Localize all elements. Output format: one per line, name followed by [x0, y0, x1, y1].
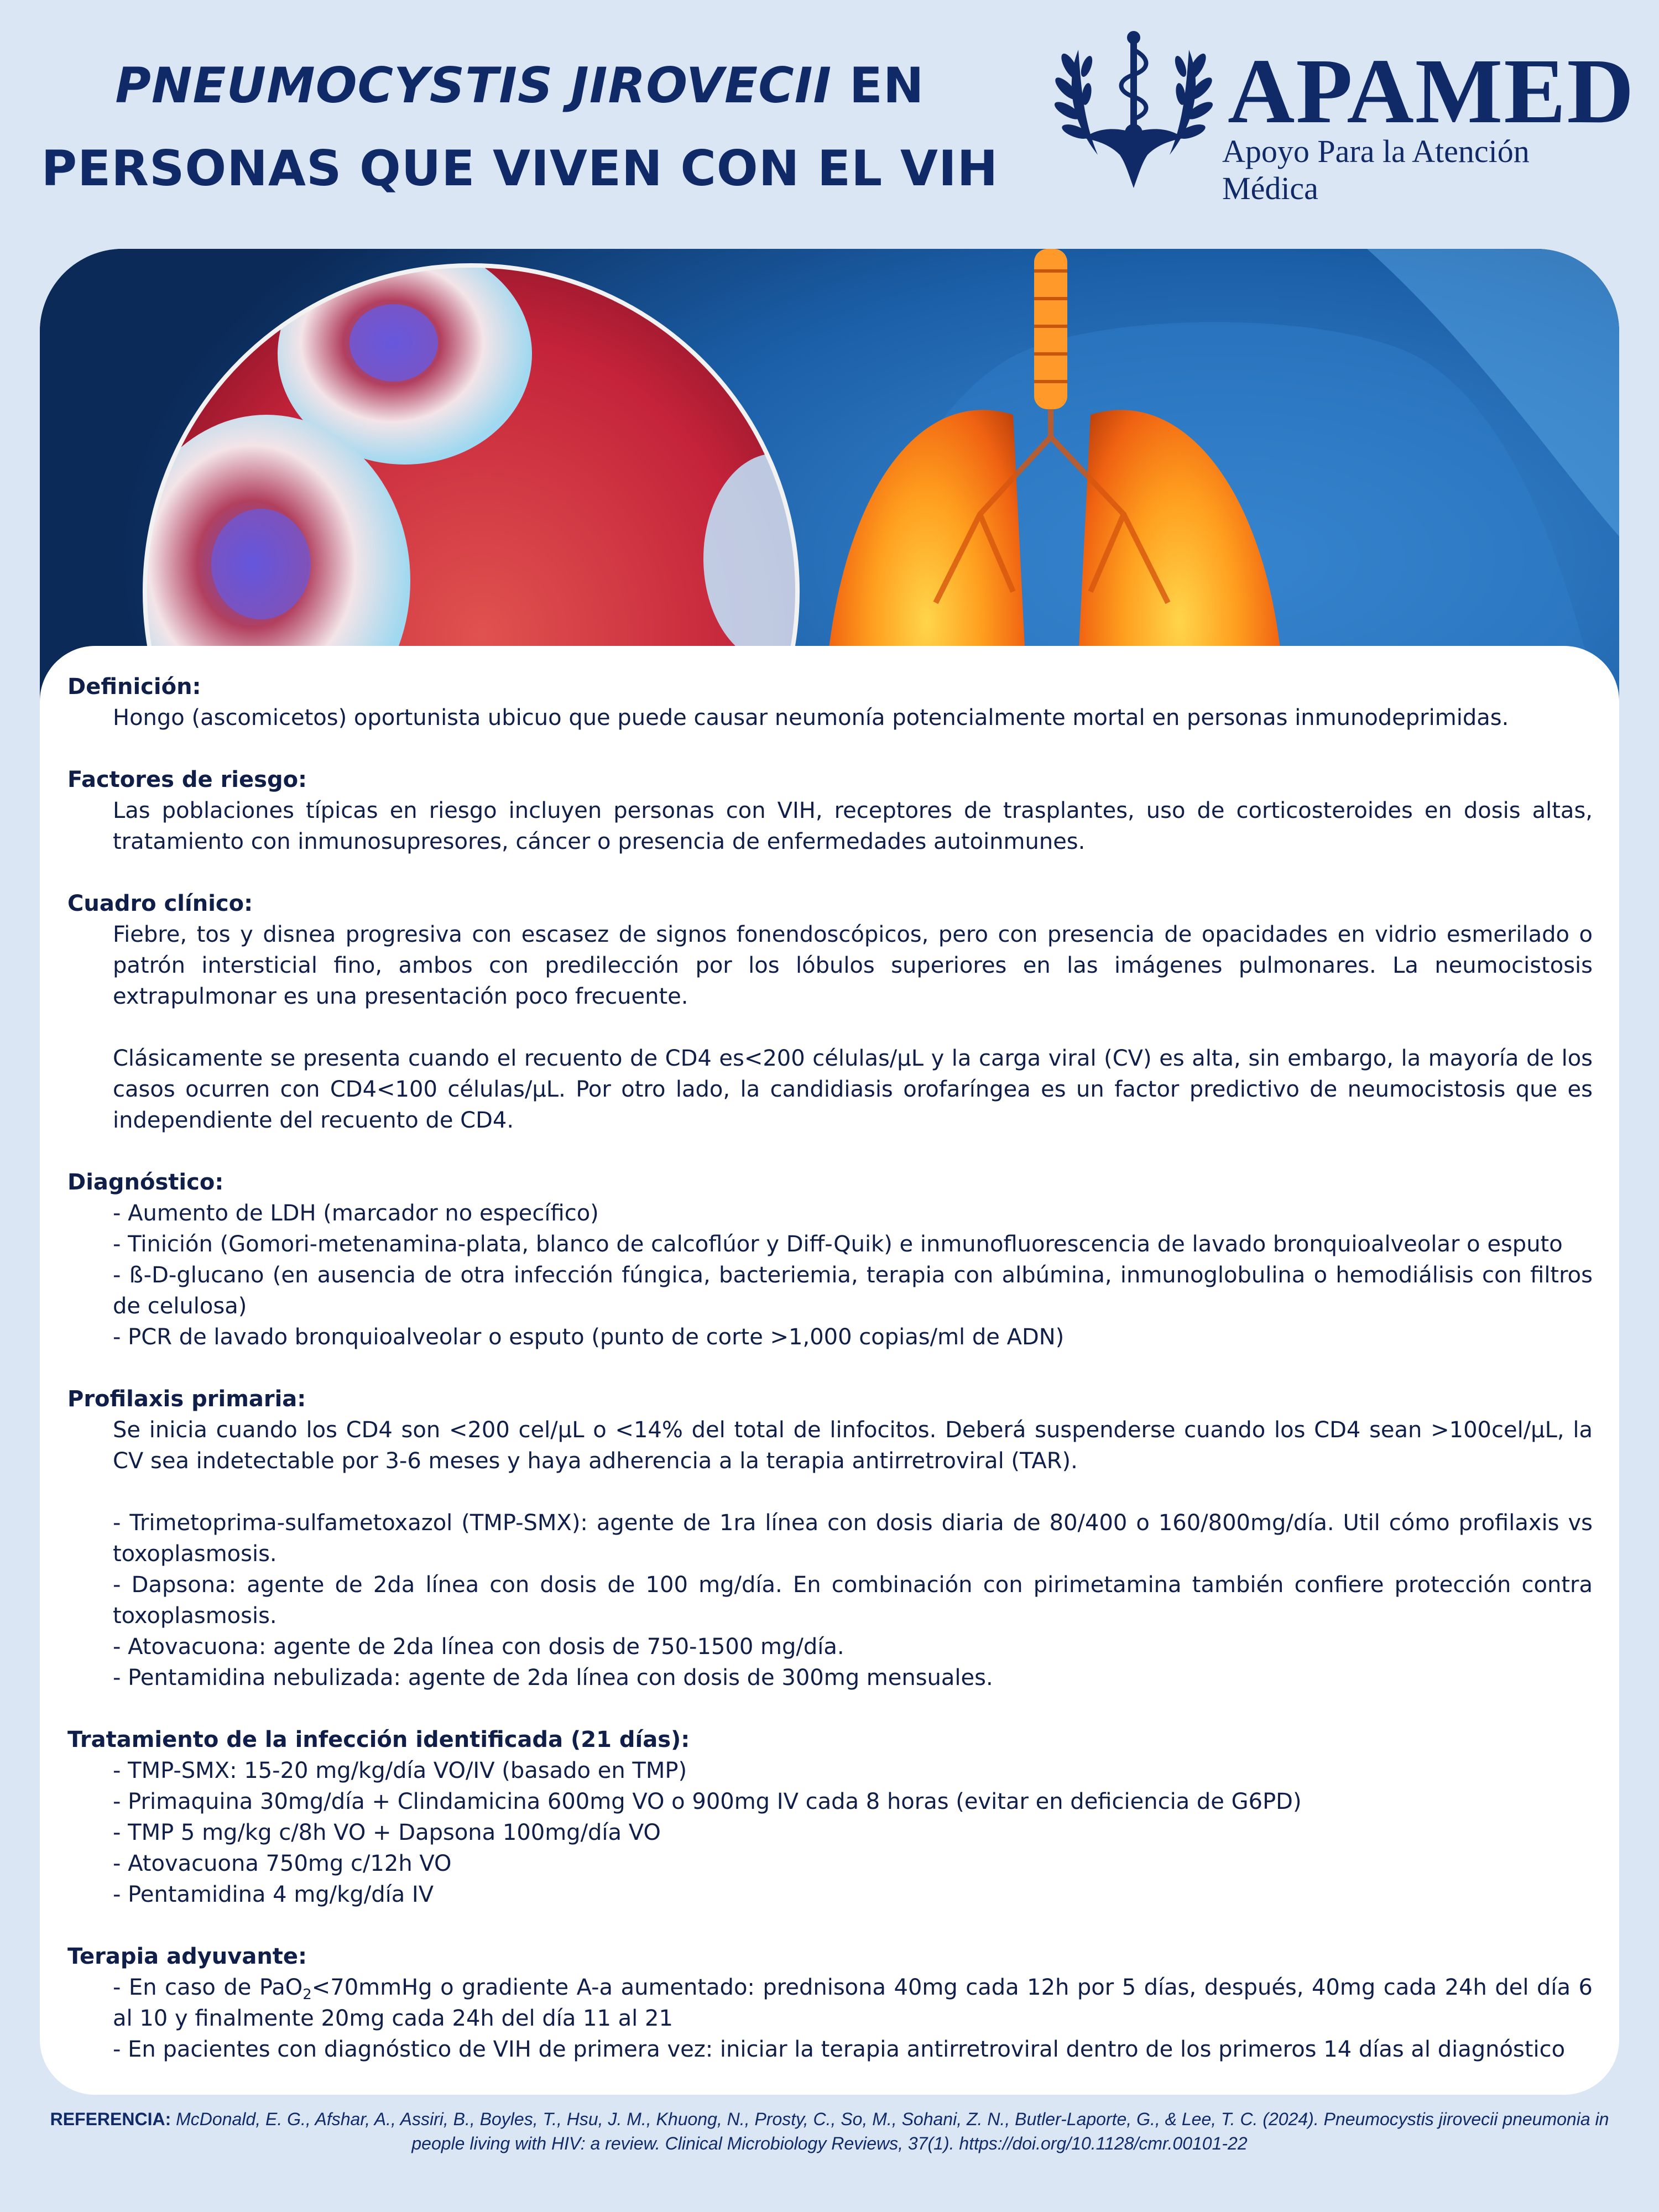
- tratamiento-list: [113, 1755, 1593, 1910]
- section-title: Definición:: [67, 674, 201, 700]
- section-adyuvante: [67, 1941, 1593, 2065]
- diagnostico-list: [113, 1198, 1593, 1353]
- list-item: - Aumento de LDH (marcador no específico): [113, 1201, 599, 1226]
- section-text: Hongo (ascomicetos) oportunista ubicuo que puede causar neumonía potencialmente mortal en personas inmunodeprimidas.: [113, 705, 1509, 731]
- section-profilaxis: [67, 1384, 1593, 1693]
- section-title: Diagnóstico:: [67, 1170, 224, 1195]
- profilaxis-list: [113, 1507, 1593, 1693]
- list-item: - Trimetoprima-sulfametoxazol (TMP-SMX): agente de 1ra línea con dosis diaria de 80/400 o 160/800mg/día. Util cómo profilaxis vs toxoplasmosis.: [113, 1510, 1593, 1567]
- section-title: Terapia adyuvante:: [67, 1944, 307, 1969]
- logo-name: APAMED: [1228, 40, 1635, 143]
- poster-title: [33, 44, 1006, 210]
- list-item: - Dapsona: agente de 2da línea con dosis de 100 mg/día. En combinación con pirimetamina también confiere protección contra toxoplasmosis.: [113, 1572, 1593, 1629]
- list-item: - ß-D-glucano (en ausencia de otra infección fúngica, bacteriemia, terapia con albúmina, inmunoglobulina o hemodiálisis con filtros de celulosa): [113, 1262, 1593, 1319]
- section-text: Las poblaciones típicas en riesgo incluyen personas con VIH, receptores de trasplantes, uso de corticosteroides en dosis altas, tratamiento con inmunosupresores, cáncer o presencia de enfermedades autoinmunes.: [113, 798, 1593, 854]
- title-italic: PNEUMOCYSTIS JIROVECII: [115, 57, 832, 114]
- section-definicion: [67, 671, 1593, 733]
- section-diagnostico: [67, 1167, 1593, 1353]
- section-title: Profilaxis primaria:: [67, 1386, 306, 1412]
- section-text: Se inicia cuando los CD4 son <200 cel/µL o <14% del total de linfocitos. Deberá suspenderse cuando los CD4 sean >100cel/µL, la CV sea indetectable por 3-6 meses y haya adherencia a la terapia antirretroviral (TAR).: [113, 1417, 1593, 1474]
- content-panel: [40, 646, 1619, 2095]
- section-tratamiento: [67, 1724, 1593, 1910]
- section-text: Fiebre, tos y disnea progresiva con escasez de signos fonendoscópicos, pero con presencia de opacidades en vidrio esmerilado o patrón intersticial fino, ambos con predilección por los lóbulos superiores en las imágenes pulmonares. La neumocistosis extrapulmonar es una presentación poco frecuente.: [113, 922, 1593, 1009]
- title-rest: EN: [832, 57, 925, 114]
- list-item: - Pentamidina nebulizada: agente de 2da línea con dosis de 300mg mensuales.: [113, 1665, 993, 1691]
- title-line-1: [33, 44, 1006, 127]
- list-item: - Primaquina 30mg/día + Clindamicina 600mg VO o 900mg IV cada 8 horas (evitar en deficiencia de G6PD): [113, 1789, 1302, 1814]
- list-item: - Tinición (Gomori-metenamina-plata, blanco de calcoflúor y Diff-Quik) e inmunofluorescencia de lavado bronquioalveolar o esputo: [113, 1232, 1563, 1257]
- title-line-2: PERSONAS QUE VIVEN CON EL VIH: [41, 140, 999, 197]
- list-item: [113, 1972, 1593, 2034]
- list-item: - PCR de lavado bronquioalveolar o esputo (punto de corte >1,000 copias/ml de ADN): [113, 1324, 1065, 1350]
- section-factores: [67, 764, 1593, 857]
- adyuvante-list: [113, 1972, 1593, 2065]
- item-text: - En caso de PaO: [113, 1975, 303, 2000]
- subscript: 2: [302, 1986, 312, 2003]
- reference-label: REFERENCIA:: [50, 2109, 171, 2129]
- list-item: - Atovacuona: agente de 2da línea con dosis de 750-1500 mg/día.: [113, 1634, 844, 1660]
- apamed-logo: [1045, 28, 1635, 206]
- section-cuadro: [67, 888, 1593, 1136]
- reference-footer: [22, 2107, 1637, 2156]
- item-text: <70mmHg o gradiente A-a aumentado: prednisona 40mg cada 12h por 5 días, después, 40mg cada 24h del día 6 al 10 y finalmente 20mg cada 24h del día 11 al 21: [113, 1975, 1593, 2031]
- list-item: - TMP 5 mg/kg c/8h VO + Dapsona 100mg/día VO: [113, 1820, 661, 1845]
- section-text: Clásicamente se presenta cuando el recuento de CD4 es<200 células/µL y la carga viral (CV) es alta, sin embargo, la mayoría de los casos ocurren con CD4<100 células/µL. Por otro lado, la candidiasis orofaríngea es un factor predictivo de neumocistosis que es independiente del recuento de CD4.: [113, 1046, 1593, 1133]
- list-item: - TMP-SMX: 15-20 mg/kg/día VO/IV (basado en TMP): [113, 1758, 687, 1783]
- section-title: Factores de riesgo:: [67, 767, 307, 792]
- caduceus-eagle-emblem-icon: [1045, 28, 1222, 194]
- list-item: - Pentamidina 4 mg/kg/día IV: [113, 1882, 434, 1907]
- reference-text: McDonald, E. G., Afshar, A., Assiri, B., Boyles, T., Hsu, J. M., Khuong, N., Prosty, C., So, M., Sohani, Z. N., Butler-Laporte, G., & Lee, T. C. (2024). Pneumocystis jirovecii pneumonia in people living with HIV: a review. Clinical Microbiology Reviews, 37(1). https://doi.org/10.1128/cmr.00101-22: [171, 2109, 1609, 2153]
- logo-tagline: Apoyo Para la Atención Médica: [1222, 133, 1530, 206]
- list-item: - En pacientes con diagnóstico de VIH de primera vez: iniciar la terapia antirretroviral dentro de los primeros 14 días al diagnóstico: [113, 2037, 1566, 2062]
- list-item: - Atovacuona 750mg c/12h VO: [113, 1851, 452, 1876]
- section-title: Cuadro clínico:: [67, 891, 253, 916]
- section-title: Tratamiento de la infección identificada (21 días):: [67, 1727, 690, 1752]
